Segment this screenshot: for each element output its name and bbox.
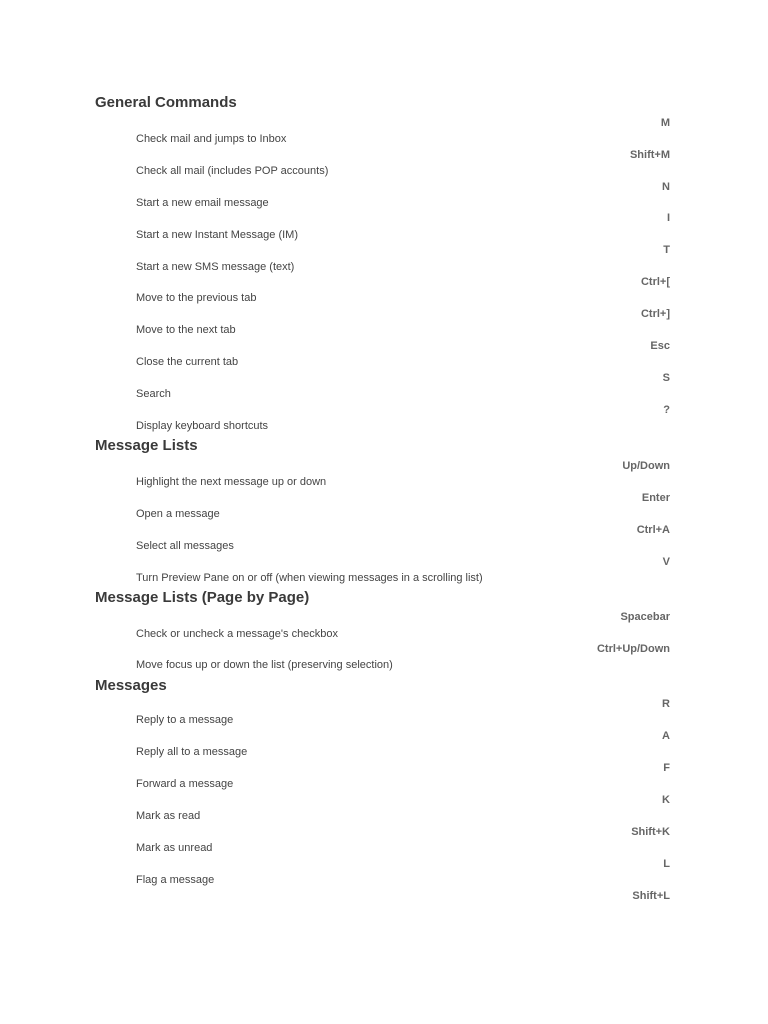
shortcut-key: Shift+K [631,826,670,838]
shortcut-description: Reply all to a message [136,746,248,758]
shortcut-key: Spacebar [620,611,670,623]
shortcut-description: Check mail and jumps to Inbox [136,133,287,145]
section-title-general-commands: General Commands [95,94,237,111]
shortcut-key: Shift+M [629,149,670,161]
shortcut-key: Ctrl+A [636,524,670,536]
shortcut-key: L [663,858,670,870]
shortcut-key: V [662,556,670,568]
shortcut-description: Reply to a message [136,714,234,726]
shortcut-description: Start a new SMS message (text) [136,261,295,273]
shortcut-description: Move focus up or down the list (preserving selection) [136,659,393,671]
shortcut-key: Esc [650,340,670,352]
shortcut-key: Shift+L [632,890,670,902]
shortcut-key: F [663,762,670,774]
shortcut-description: Start a new Instant Message (IM) [136,229,299,241]
shortcut-description: Close the current tab [136,356,239,368]
shortcut-key: S [662,372,670,384]
shortcut-key: Ctrl+[ [640,276,670,288]
shortcut-description: Highlight the next message up or down [136,476,327,488]
section-title-message-lists-page-by-page: Message Lists (Page by Page) [95,589,310,606]
shortcut-key: M [660,117,670,129]
shortcut-key: Enter [641,492,670,504]
section-title-message-lists: Message Lists [95,437,198,454]
shortcut-description: Open a message [136,508,220,520]
shortcut-key: Ctrl+] [640,308,670,320]
shortcut-description: Check all mail (includes POP accounts) [136,165,329,177]
shortcut-description: Mark as unread [136,842,213,854]
shortcut-description: Select all messages [136,540,234,552]
shortcut-description: Check or uncheck a message's checkbox [136,628,339,640]
shortcut-key: R [662,698,670,710]
shortcut-description: Start a new email message [136,197,269,209]
shortcut-key: Ctrl+Up/Down [596,643,670,655]
shortcut-description: Forward a message [136,778,234,790]
shortcut-key: Up/Down [622,460,670,472]
shortcut-key: A [662,730,670,742]
shortcut-description: Flag a message [136,874,215,886]
shortcut-key: ? [663,404,670,416]
shortcut-description: Display keyboard shortcuts [136,420,269,432]
shortcut-key: K [662,794,670,806]
shortcut-description: Search [136,388,171,400]
shortcut-description: Mark as read [136,810,201,822]
section-title-messages: Messages [95,677,167,694]
shortcut-key: I [666,212,670,224]
shortcut-key: T [663,244,670,256]
shortcut-description: Turn Preview Pane on or off (when viewing messages in a scrolling list) [136,572,483,584]
shortcut-key: N [662,181,670,193]
shortcut-description: Move to the previous tab [136,292,257,304]
shortcut-description: Move to the next tab [136,324,236,336]
